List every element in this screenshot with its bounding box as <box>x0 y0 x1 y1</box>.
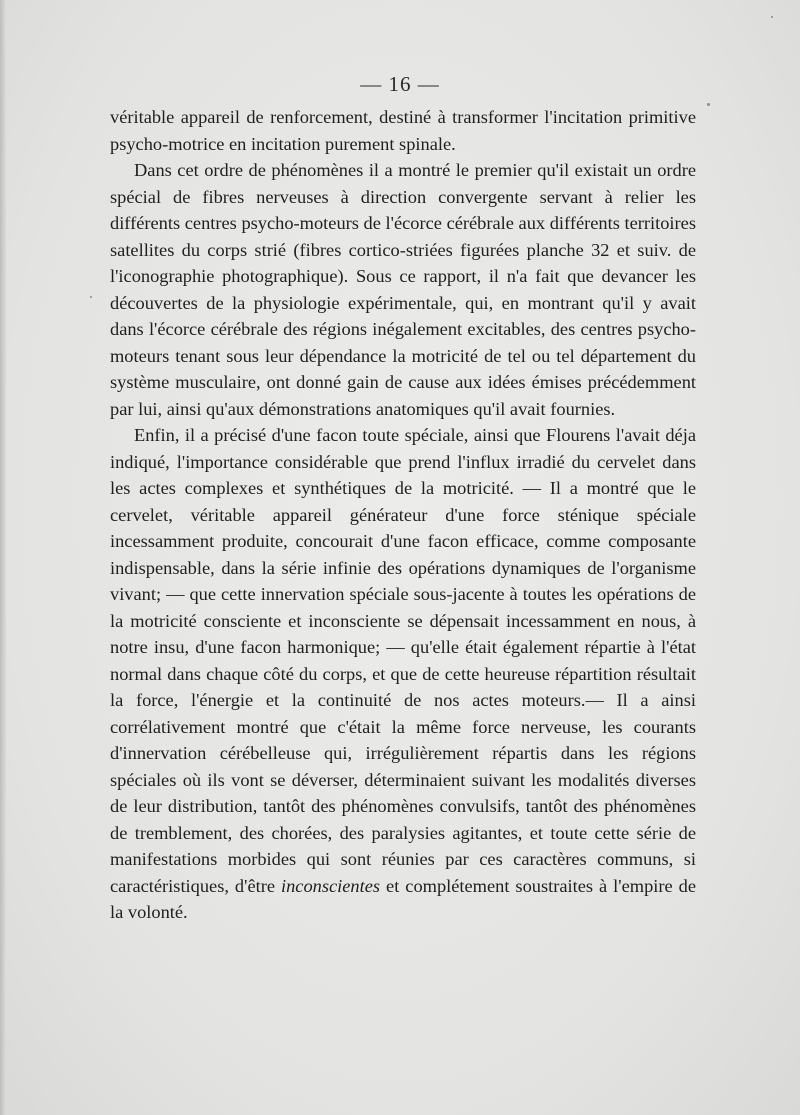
paragraph-3-text-start: Enfin, il a précisé d'une facon toute spéciale, ainsi que Flourens l'avait déja indiqué, l'importance considérable que prend l'influx irradié du cervelet dans les actes complexes et synthétiques de la motricité. — Il a montré que le cervelet, véritable appareil générateur d'une force sténique spéciale incessamment produite, concourait d'une facon efficace, comme composante indispensable, dans la série infinie des opérations dynamiques de l'organisme vivant; — que cette innervation spéciale sous-jacente à toutes les opérations de la motricité consciente et inconsciente se dépensait incessamment en nous, à notre insu, d'une facon harmonique; — qu'elle était également répartie à l'état normal dans chaque côté du corps, et que de cette heureuse répartition résultait la force, l'énergie et la continuité de nos actes moteurs.— Il a ainsi corrélativement montré que c'était la même force nerveuse, les courants d'innervation cérébelleuse qui, irrégulièrement répartis dans les régions spéciales où ils vont se déverser, déterminaient suivant les modalités diverses de leur distribution, tantôt des phénomènes convulsifs, tantôt des phénomènes de tremblement, des chorées, des paralysies agitantes, et toute cette série de manifestations morbides qui sont réunies par ces caractères communs, si caractéristiques, d'être <box>110 425 696 896</box>
paper-speck <box>90 296 92 298</box>
paragraph-1: véritable appareil de renforcement, destiné à transformer l'incitation primitive psycho-motrice en incitation purement spinale. <box>110 107 696 154</box>
paper-speck <box>771 16 773 18</box>
paragraph-3 <box>110 422 696 926</box>
paragraph-3-text-end: et complétement soustraites à l'empire de la volonté. <box>110 875 696 922</box>
body-text <box>110 104 696 926</box>
paper-speck <box>707 103 710 106</box>
italic-term: inconscientes <box>280 875 381 896</box>
page-number: — 16 — <box>360 72 440 96</box>
page-edge-shadow <box>0 0 6 1115</box>
paragraph-2: Dans cet ordre de phénomènes il a montré le premier qu'il existait un ordre spécial de fibres nerveuses à direction convergente servant à relier les différents centres psycho-moteurs de l'écorce cérébrale aux différents territoires satellites du corps strié (fibres cortico-striées figurées planche 32 et suiv. de l'iconographie photographique). Sous ce rapport, il n'a fait que devancer les découvertes de la physiologie expérimentale, qui, en montrant qu'il y avait dans l'écorce cérébrale des régions inégalement excitables, des centres psycho-moteurs tenant sous leur dépendance la motricité de tel ou tel département du système musculaire, ont donné gain de cause aux idées émises précédemment par lui, ainsi qu'aux démonstrations anatomiques qu'il avait fournies. <box>110 160 696 419</box>
